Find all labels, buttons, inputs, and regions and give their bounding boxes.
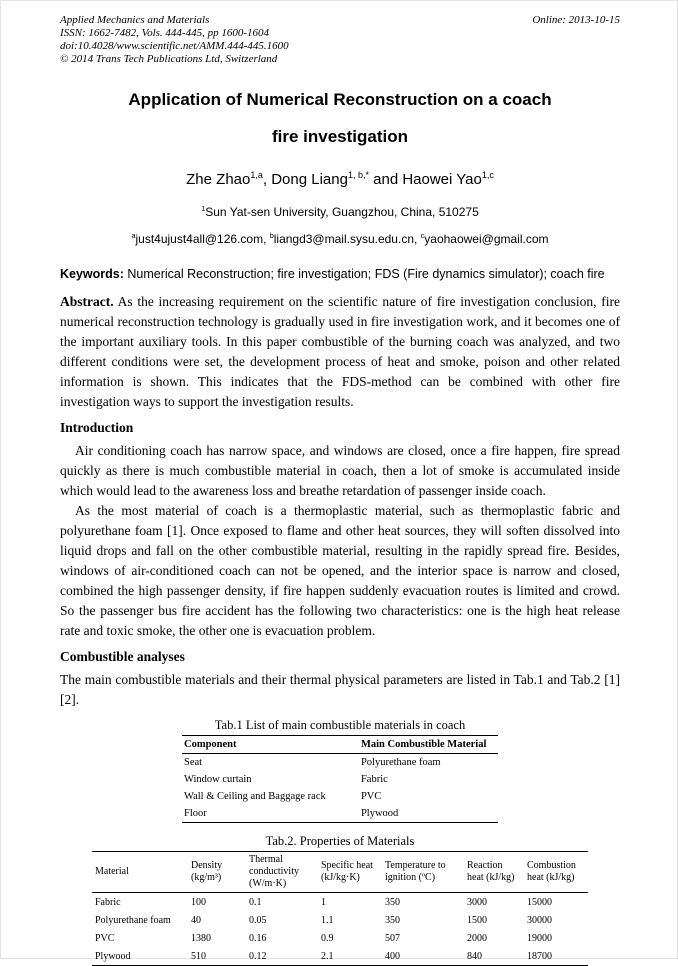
table2-header-reaction-heat: Reaction heat (kJ/kg) bbox=[464, 852, 524, 893]
page-header bbox=[60, 14, 620, 66]
table-row bbox=[92, 929, 588, 947]
table2-caption: Tab.2. Properties of Materials bbox=[265, 834, 415, 848]
section-heading-introduction: Introduction bbox=[60, 420, 134, 435]
abstract-text: As the increasing requirement on the scientific nature of fire investigation conclusion, fire numerical reconstruction technology is gradually used in fire investigation work, and it becomes one of the important auxiliary tools. In this paper combustible of the burning coach was analyzed, and two different conditions were set, the development process of heat and smoke, poison and other related information is shown. This indicates that the FDS-method can be combined with other fire investigation ways to support the investigation results. bbox=[60, 294, 620, 409]
table2-cell: 350 bbox=[385, 914, 400, 926]
table2-cell: 40 bbox=[191, 914, 201, 926]
table2-cell: 0.12 bbox=[249, 950, 267, 962]
table2-header-material: Material bbox=[92, 852, 188, 893]
journal-name: Applied Mechanics and Materials bbox=[60, 14, 210, 26]
table1-header-component: Component bbox=[182, 736, 359, 754]
table2-cell: 840 bbox=[467, 950, 482, 962]
email-address: yaohaowei@gmail.com bbox=[424, 232, 549, 246]
author-affil-marker: 1, b,* bbox=[347, 170, 369, 180]
table1-cell-component: Wall & Ceiling and Baggage rack bbox=[184, 791, 326, 802]
journal-issn: ISSN: 1662-7482, Vols. 444-445, pp 1600-1604 bbox=[60, 27, 269, 39]
journal-info bbox=[60, 14, 289, 66]
table-row bbox=[182, 805, 498, 823]
email-marker: c bbox=[420, 231, 425, 240]
email-marker: a bbox=[131, 231, 136, 240]
table1-cell-component: Seat bbox=[184, 757, 203, 768]
table-row bbox=[92, 893, 588, 912]
affiliation-marker: 1 bbox=[201, 204, 206, 213]
table2-cell: 350 bbox=[385, 896, 400, 908]
table2-cell: PVC bbox=[95, 932, 115, 944]
paper-title bbox=[60, 91, 620, 146]
table-row bbox=[92, 911, 588, 929]
table2-header-row bbox=[92, 852, 588, 893]
table2-header-combustion-heat: Combustion heat (kJ/kg) bbox=[524, 852, 588, 893]
paper-title-line2: fire investigation bbox=[271, 127, 409, 146]
email-address: just4ujust4all@126.com, bbox=[135, 232, 270, 246]
table2-header-conductivity: Thermal conductivity (W/m·K) bbox=[246, 852, 318, 893]
table2-cell: 15000 bbox=[527, 896, 552, 908]
table2-cell: 0.16 bbox=[249, 932, 267, 944]
table2-cell: Plywood bbox=[95, 950, 131, 962]
emails-line bbox=[60, 232, 620, 246]
table1-cell-component: Floor bbox=[184, 808, 207, 819]
keywords-text: Numerical Reconstruction; fire investigation; FDS (Fire dynamics simulator); coach fire bbox=[123, 267, 605, 281]
author-name: Zhe Zhao bbox=[186, 171, 251, 188]
table2-cell: 510 bbox=[191, 950, 206, 962]
table2-header-ignition-temp: Temperature to ignition (ºC) bbox=[382, 852, 464, 893]
keywords-line bbox=[60, 266, 620, 282]
table2-material-properties bbox=[92, 851, 588, 966]
author-affil-marker: 1,a bbox=[250, 170, 263, 180]
author-name: and Haowei Yao bbox=[368, 171, 482, 188]
table-row bbox=[182, 788, 498, 805]
table2-cell: 1 bbox=[321, 896, 326, 908]
journal-copyright: © 2014 Trans Tech Publications Ltd, Switzerland bbox=[60, 53, 278, 65]
table2-cell: 100 bbox=[191, 896, 206, 908]
table2-cell: 0.05 bbox=[249, 914, 267, 926]
abstract-paragraph bbox=[60, 292, 620, 412]
table1-header-material: Main Combustible Material bbox=[359, 736, 498, 754]
table2-header-specific-heat: Specific heat (kJ/kg·K) bbox=[318, 852, 382, 893]
author-affil-marker: 1,c bbox=[481, 170, 494, 180]
table2-cell: 18700 bbox=[527, 950, 552, 962]
table2-cell: 1380 bbox=[191, 932, 211, 944]
affiliation-line bbox=[60, 205, 620, 219]
table1-cell-material: PVC bbox=[360, 791, 382, 802]
keywords-label: Keywords: bbox=[60, 267, 124, 281]
introduction-paragraph-1: Air conditioning coach has narrow space, and windows are closed, once a fire happen, fire spread quickly as there is much combustible material in coach, then a lot of smoke is accumulated inside which would lead to the awareness loss and breathe retardation of passenger inside coach. bbox=[60, 443, 620, 498]
online-date: Online: 2013-10-15 bbox=[532, 14, 620, 26]
introduction-paragraph-2: As the most material of coach is a thermoplastic material, such as thermoplastic fabric and polyurethane foam [1]. Once exposed to flame and other heat sources, they will soften dissolved into liquid drops and fall on the other combustible material, resulting in the rapidly spread fire. Besides, windows of air-conditioned coach can not be opened, and the interior space is narrow and closed, combined the high passenger density, if fire happen suddenly evacuation routes is limited and crowd. So the passenger bus fire accident has the following two characteristics: one is the high heat release rate and toxic smoke, the other one is evacuation problem. bbox=[60, 503, 620, 638]
table1-cell-material: Fabric bbox=[360, 774, 388, 785]
table2-header-density: Density (kg/m³) bbox=[188, 852, 246, 893]
email-marker: b bbox=[269, 231, 274, 240]
table2-cell: Polyurethane foam bbox=[95, 914, 171, 926]
paper-title-line1: Application of Numerical Reconstruction on a coach bbox=[128, 90, 552, 109]
table2-cell: 19000 bbox=[527, 932, 552, 944]
table1-header-row bbox=[182, 736, 498, 754]
table2-cell: 507 bbox=[385, 932, 400, 944]
authors-line bbox=[60, 171, 620, 188]
affiliation-text: Sun Yat-sen University, Guangzhou, China, 510275 bbox=[205, 205, 479, 219]
table-row bbox=[182, 771, 498, 788]
table-row bbox=[182, 754, 498, 772]
section-heading-combustible-analyses: Combustible analyses bbox=[60, 649, 185, 664]
table2-cell: 1500 bbox=[467, 914, 487, 926]
table-row bbox=[92, 947, 588, 966]
table1-caption: Tab.1 List of main combustible materials in coach bbox=[214, 718, 466, 732]
table1-cell-material: Polyurethane foam bbox=[360, 757, 441, 768]
table2-cell: 30000 bbox=[527, 914, 552, 926]
table2-cell: 0.9 bbox=[321, 932, 334, 944]
email-address: liangd3@mail.sysu.edu.cn, bbox=[273, 232, 421, 246]
table2-cell: 2000 bbox=[467, 932, 487, 944]
table1-combustible-materials bbox=[182, 735, 498, 823]
table2-cell: 2.1 bbox=[321, 950, 334, 962]
table2-cell: 400 bbox=[385, 950, 400, 962]
abstract-label: Abstract. bbox=[60, 294, 114, 309]
table1-cell-material: Plywood bbox=[360, 808, 399, 819]
journal-doi: doi:10.4028/www.scientific.net/AMM.444-445.1600 bbox=[60, 40, 289, 52]
table2-cell: 1.1 bbox=[321, 914, 334, 926]
table2-cell: Fabric bbox=[95, 896, 121, 908]
combustible-paragraph: The main combustible materials and their thermal physical parameters are listed in Tab.1 and Tab.2 [1] [2]. bbox=[60, 672, 620, 707]
table1-cell-component: Window curtain bbox=[184, 774, 252, 785]
author-name: , Dong Liang bbox=[262, 171, 348, 188]
table2-cell: 0.1 bbox=[249, 896, 262, 908]
table2-cell: 3000 bbox=[467, 896, 487, 908]
